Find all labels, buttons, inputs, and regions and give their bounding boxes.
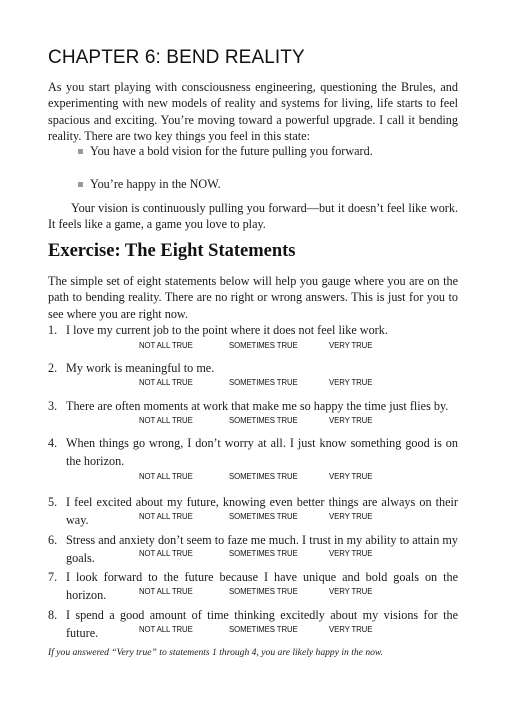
rating-scale <box>0 549 505 559</box>
scale-option-sometimes-true[interactable]: SOMETIMES TRUE <box>229 416 298 425</box>
statement-text: I love my current job to the point where it does not feel like work. <box>66 323 388 337</box>
statement-item <box>48 360 458 378</box>
statement-text: My work is meaningful to me. <box>66 361 215 375</box>
rating-scale <box>0 341 505 351</box>
bullet-item <box>78 143 373 159</box>
bullet-text: You’re happy in the NOW. <box>90 177 221 191</box>
chapter-title: CHAPTER 6: BEND REALITY <box>48 47 305 68</box>
bullet-square-icon <box>78 182 83 187</box>
statement-text: I look forward to the future because I have unique and bold goals on the horizon. <box>66 570 458 602</box>
statement-number: 6. <box>48 533 58 547</box>
exercise-intro: The simple set of eight statements below will help you gauge where you are on the path to bending reality. There are no right or wrong answers. This is just for you to see where you are right now. <box>48 274 458 321</box>
rating-scale <box>0 472 505 482</box>
scale-option-sometimes-true[interactable]: SOMETIMES TRUE <box>229 472 298 481</box>
footnote: If you answered “Very true” to statements 1 through 4, you are likely happy in the now. <box>48 647 384 658</box>
scale-option-not-all-true[interactable]: NOT ALL TRUE <box>139 587 193 596</box>
bullet-square-icon <box>78 149 83 154</box>
scale-option-not-all-true[interactable]: NOT ALL TRUE <box>139 341 193 350</box>
scale-option-very-true[interactable]: VERY TRUE <box>329 549 373 558</box>
scale-option-very-true[interactable]: VERY TRUE <box>329 587 373 596</box>
rating-scale <box>0 512 505 522</box>
scale-option-not-all-true[interactable]: NOT ALL TRUE <box>139 378 193 387</box>
scale-option-not-all-true[interactable]: NOT ALL TRUE <box>139 512 193 521</box>
statement-item <box>48 435 458 470</box>
bullet-text: You have a bold vision for the future pulling you forward. <box>90 144 373 158</box>
scale-option-sometimes-true[interactable]: SOMETIMES TRUE <box>229 625 298 634</box>
rating-scale <box>0 416 505 426</box>
scale-option-not-all-true[interactable]: NOT ALL TRUE <box>139 416 193 425</box>
closing-paragraph: Your vision is continuously pulling you forward—but it doesn’t feel like work. It feels like a game, a game you love to play. <box>48 201 458 232</box>
scale-option-very-true[interactable]: VERY TRUE <box>329 472 373 481</box>
rating-scale <box>0 625 505 635</box>
scale-option-sometimes-true[interactable]: SOMETIMES TRUE <box>229 341 298 350</box>
statement-text: Stress and anxiety don’t seem to faze me much. I trust in my ability to attain my goals. <box>66 533 458 565</box>
scale-option-sometimes-true[interactable]: SOMETIMES TRUE <box>229 512 298 521</box>
statement-text: I feel excited about my future, knowing even better things are always on their way. <box>66 495 458 527</box>
statement-text: There are often moments at work that make me so happy the time just flies by. <box>66 399 449 413</box>
rating-scale <box>0 587 505 597</box>
scale-option-very-true[interactable]: VERY TRUE <box>329 378 373 387</box>
statement-text: When things go wrong, I don’t worry at all. I just know something good is on the horizon. <box>66 436 458 468</box>
statement-text: I spend a good amount of time thinking excitedly about my visions for the future. <box>66 608 458 640</box>
scale-option-very-true[interactable]: VERY TRUE <box>329 625 373 634</box>
statement-number: 2. <box>48 361 58 375</box>
statement-number: 3. <box>48 399 58 413</box>
statement-number: 7. <box>48 570 58 584</box>
statement-item <box>48 322 458 340</box>
intro-paragraph: As you start playing with consciousness engineering, questioning the Brules, and experimenting with new models of reality and systems for living, life starts to feel spacious and exciting. You’re moving toward a powerful upgrade. I call it bending reality. There are two key things you feel in this state: <box>48 80 458 143</box>
scale-option-sometimes-true[interactable]: SOMETIMES TRUE <box>229 378 298 387</box>
scale-option-very-true[interactable]: VERY TRUE <box>329 416 373 425</box>
bullet-item <box>78 176 221 192</box>
statement-number: 4. <box>48 436 58 450</box>
scale-option-sometimes-true[interactable]: SOMETIMES TRUE <box>229 587 298 596</box>
scale-option-sometimes-true[interactable]: SOMETIMES TRUE <box>229 549 298 558</box>
scale-option-not-all-true[interactable]: NOT ALL TRUE <box>139 549 193 558</box>
statement-number: 8. <box>48 608 58 622</box>
statement-number: 5. <box>48 495 58 509</box>
scale-option-very-true[interactable]: VERY TRUE <box>329 341 373 350</box>
scale-option-very-true[interactable]: VERY TRUE <box>329 512 373 521</box>
exercise-title: Exercise: The Eight Statements <box>48 241 296 261</box>
rating-scale <box>0 378 505 388</box>
scale-option-not-all-true[interactable]: NOT ALL TRUE <box>139 625 193 634</box>
scale-option-not-all-true[interactable]: NOT ALL TRUE <box>139 472 193 481</box>
statement-number: 1. <box>48 323 58 337</box>
statement-item <box>48 398 458 416</box>
